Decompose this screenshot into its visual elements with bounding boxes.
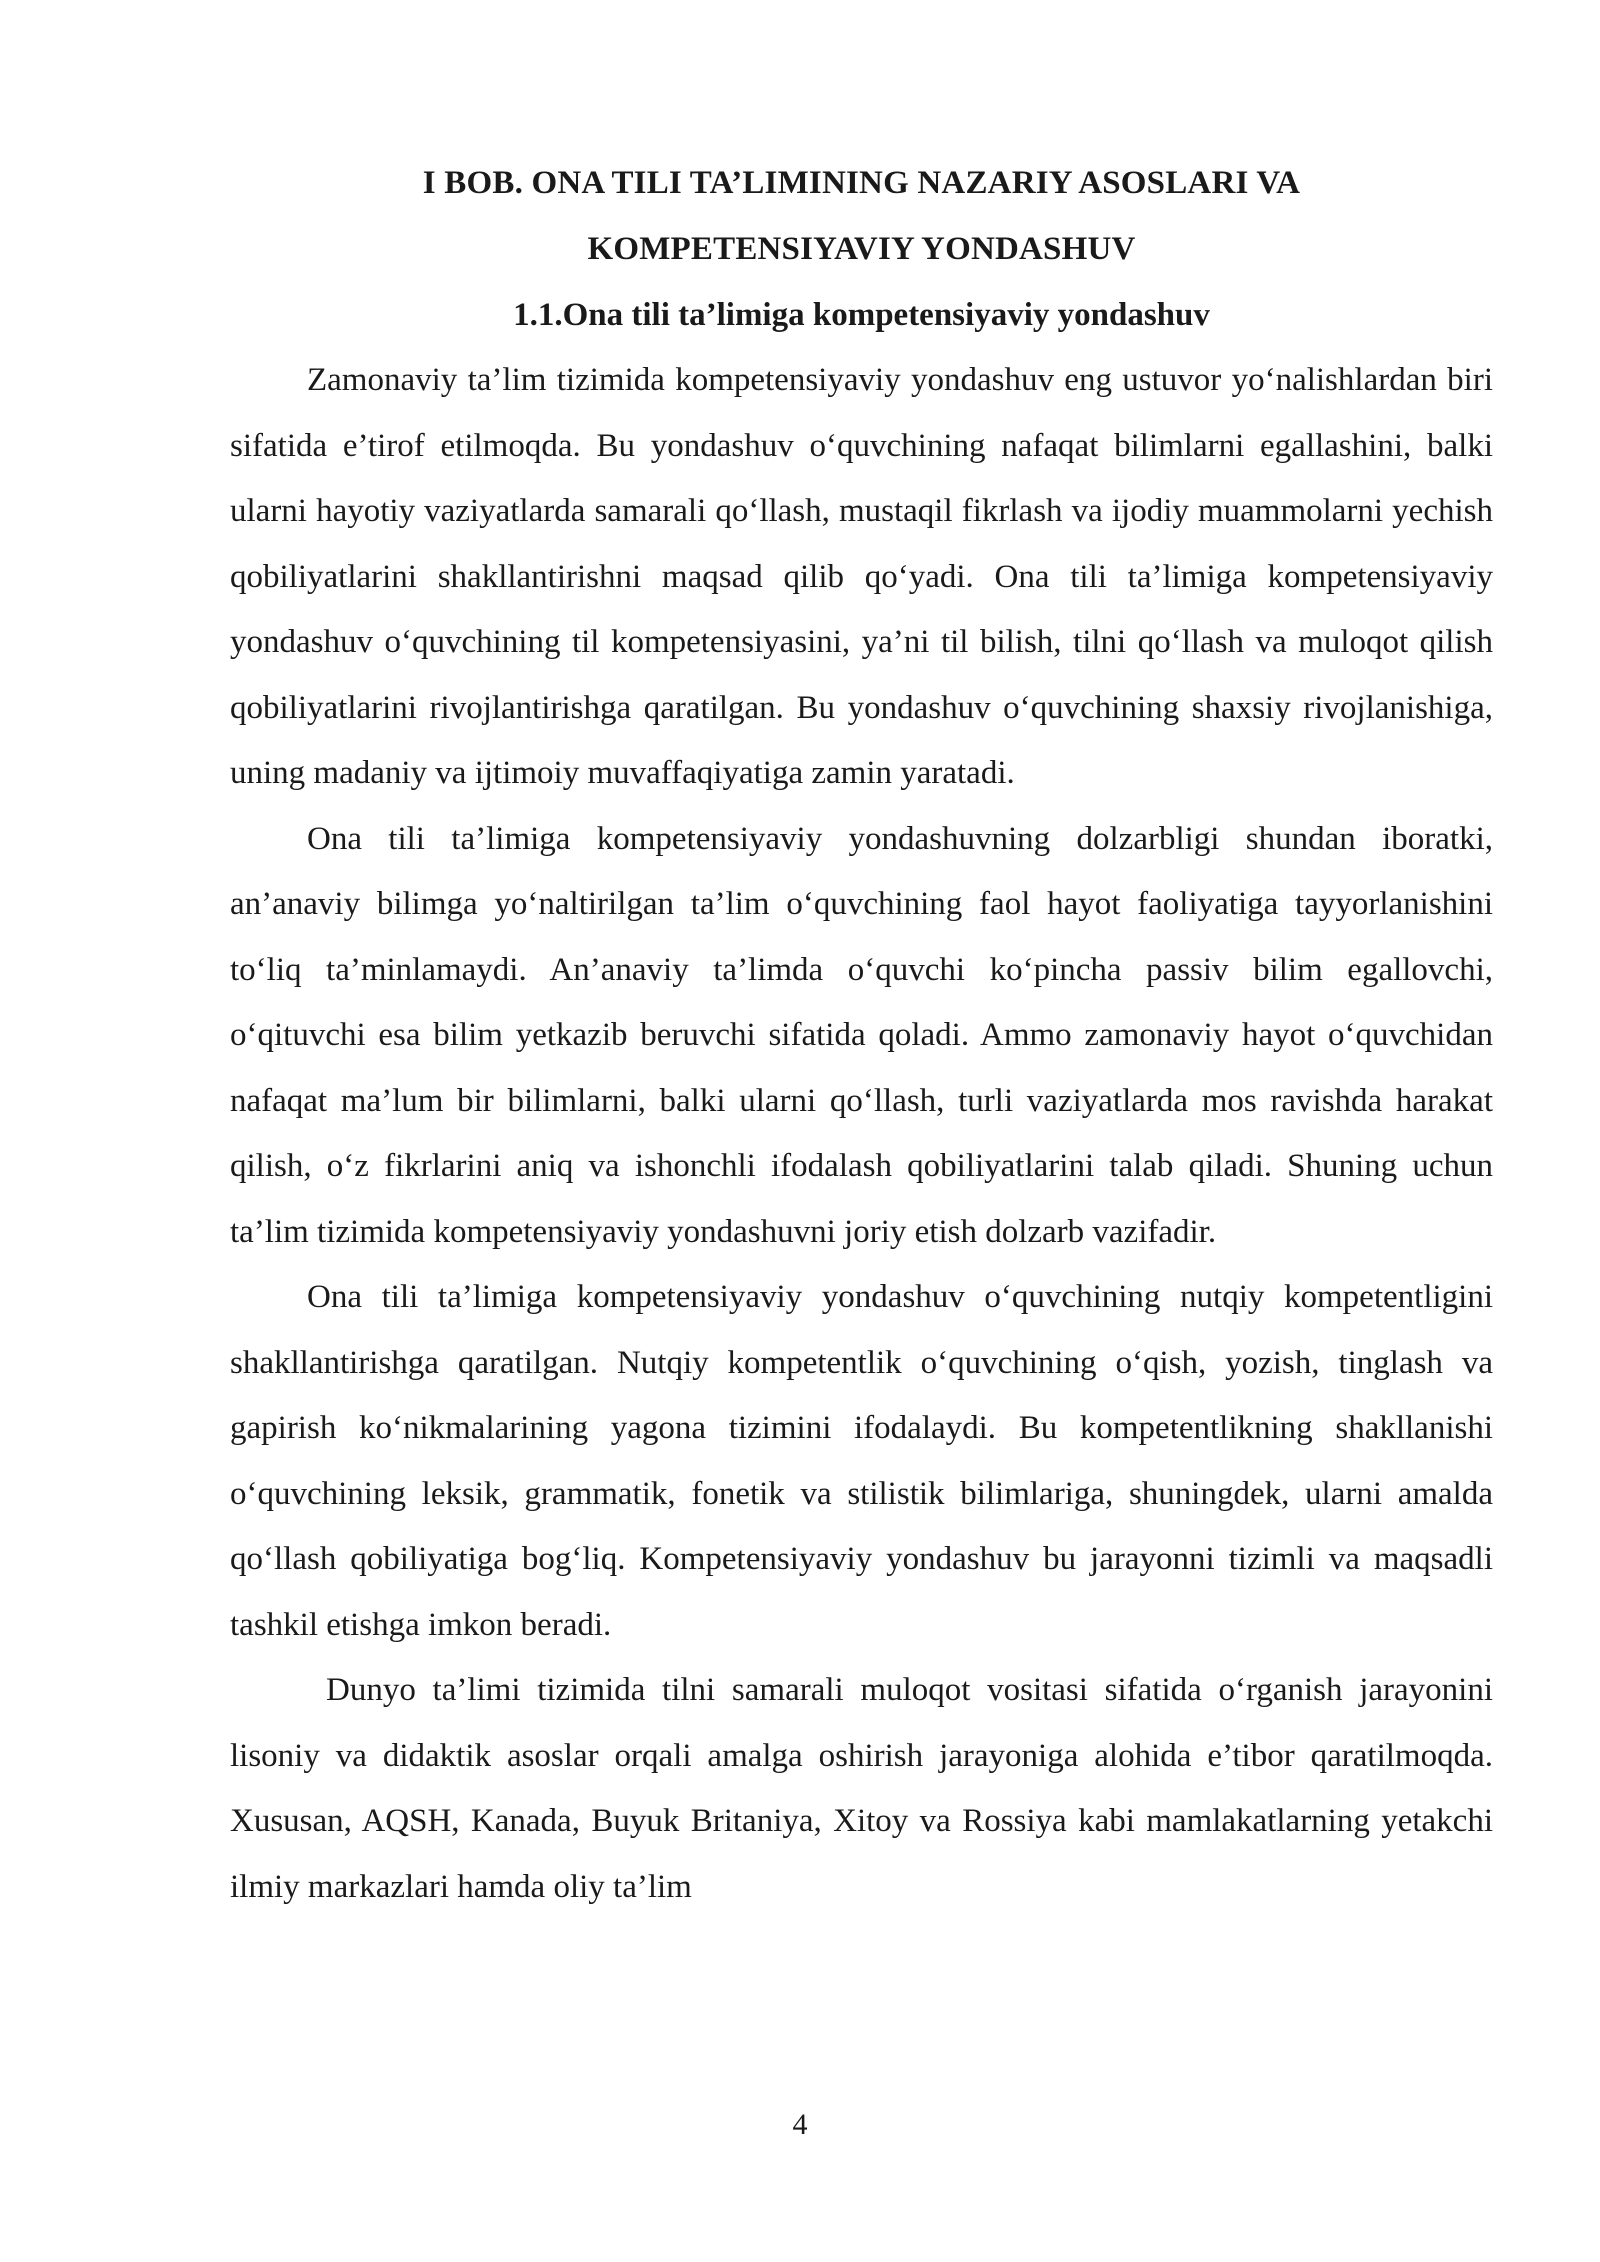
- paragraph-1: Zamonaviy ta’lim tizimida kompetensiyaviy yondashuv eng ustuvor yo‘nalishlardan biri sifatida e’tirof etilmoqda. Bu yondashuv o‘quvchining nafaqat bilimlarni egallashini, balki ularni hayotiy vaziyatlarda samarali qo‘llash, mustaqil fikrlash va ijodiy muammolarni yechish qobiliyatlarini shakllantirishni maqsad qilib qo‘yadi. Ona tili ta’limiga kompetensiyaviy yondashuv o‘quvchining til kompetensiyasini, ya’ni til bilish, tilni qo‘llash va muloqot qilish qobiliyatlarini rivojlantirishga qaratilgan. Bu yondashuv o‘quvchining shaxsiy rivojlanishiga, uning madaniy va ijtimoiy muvaffaqiyatiga zamin yaratadi.: [230, 362, 1493, 791]
- paragraph-2: Ona tili ta’limiga kompetensiyaviy yondashuvning dolzarbligi shundan iboratki, an’anaviy bilimga yo‘naltirilgan ta’lim o‘quvchining faol hayot faoliyatiga tayyorlanishini to‘liq ta’minlamaydi. An’anaviy ta’limda o‘quvchi ko‘pincha passiv bilim egallovchi, o‘qituvchi esa bilim yetkazib beruvchi sifatida qoladi. Ammo zamonaviy hayot o‘quvchidan nafaqat ma’lum bir bilimlarni, balki ularni qo‘llash, turli vaziyatlarda mos ravishda harakat qilish, o‘z fikrlarini aniq va ishonchli ifodalash qobiliyatlarini talab qiladi. Shuning uchun ta’lim tizimida kompetensiyaviy yondashuvni joriy etish dolzarb vazifadir.: [230, 820, 1493, 1250]
- page-content: [230, 150, 1493, 1920]
- paragraph-3: Ona tili ta’limiga kompetensiyaviy yondashuv o‘quvchining nutqiy kompetentligini shakllantirishga qaratilgan. Nutqiy kompetentlik o‘quvchining o‘qish, yozish, tinglash va gapirish ko‘nikmalarining yagona tizimini ifodalaydi. Bu kompetentlikning shakllanishi o‘quvchining leksik, grammatik, fonetik va stilistik bilimlariga, shuningdek, ularni amalda qo‘llash qobiliyatiga bog‘liq. Kompetensiyaviy yondashuv bu jarayonni tizimli va maqsadli tashkil etishga imkon beradi.: [230, 1279, 1493, 1643]
- chapter-title-line-2: KOMPETENSIYAVIY YONDASHUV: [587, 231, 1136, 267]
- paragraph-4: Dunyo ta’limi tizimida tilni samarali muloqot vositasi sifatida o‘rganish jarayonini lisoniy va didaktik asoslar orqali amalga oshirish jarayoniga alohida e’tibor qaratilmoqda. Xususan, AQSH, Kanada, Buyuk Britaniya, Xitoy va Rossiya kabi mamlakatlarning yetakchi ilmiy markazlari hamda oliy ta’lim: [230, 1672, 1493, 1905]
- section-title: 1.1.Ona tili ta’limiga kompetensiyaviy yondashuv: [513, 297, 1210, 333]
- chapter-title-line-1: I BOB. ONA TILI TA’LIMINING NAZARIY ASOSLARI VA: [422, 165, 1301, 201]
- page-number: 4: [792, 2108, 808, 2141]
